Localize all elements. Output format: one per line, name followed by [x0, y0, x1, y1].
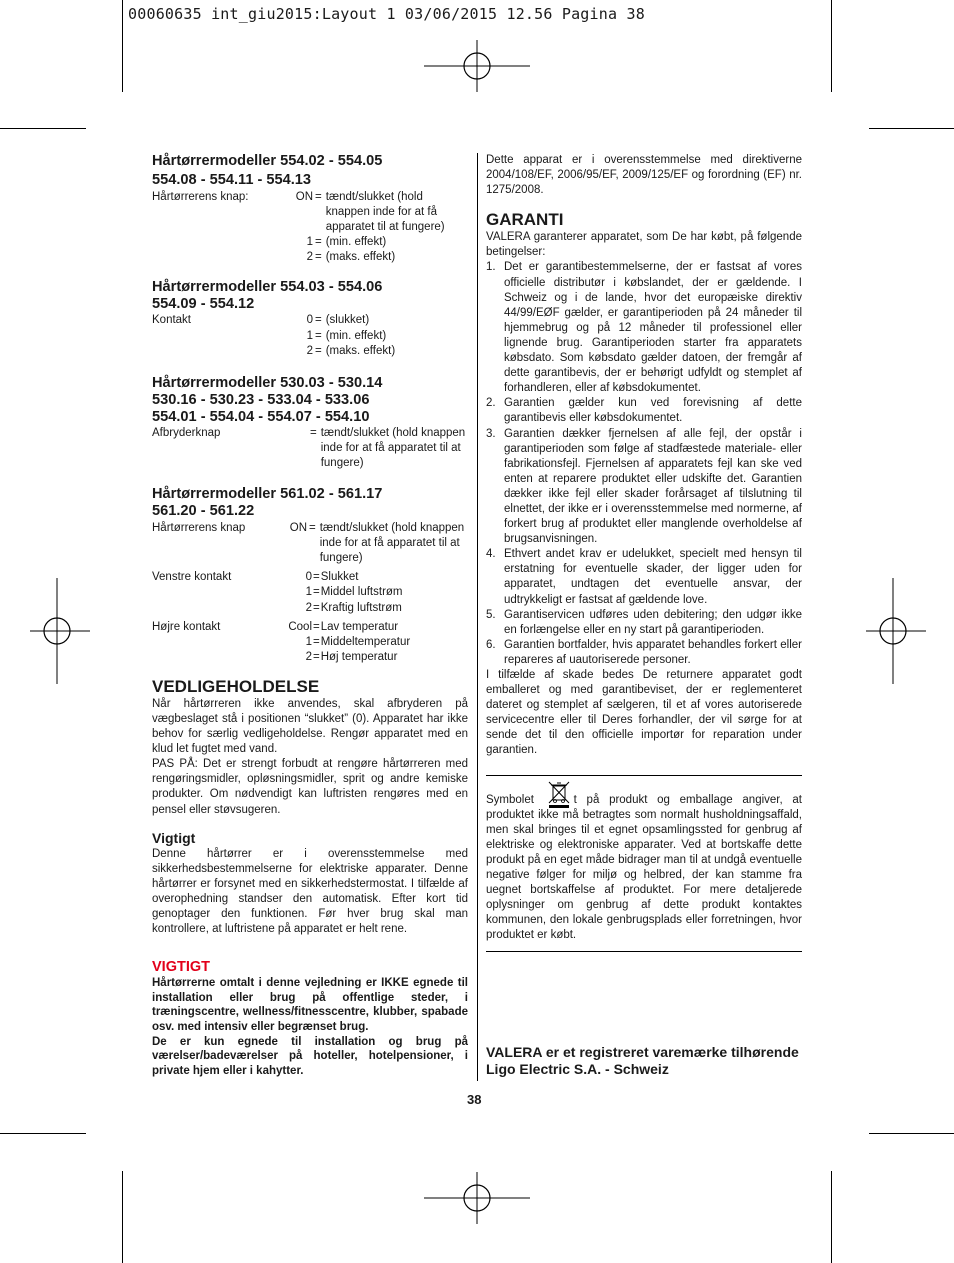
paragraph: Når hårtørreren ikke anvendes, skal afbryderen på vægbeslaget stå i positionen “slukket” (0). Apparatet har ikke behov for særlig vedligeholdelse. Rengør apparatet med en klud let fugtet med vand. [152, 697, 468, 756]
setting-row: 2 = Kraftig luftstrøm [286, 601, 468, 616]
switch-row [152, 190, 468, 265]
model-heading: Hårtørrermodeller 561.02 - 561.17 [152, 486, 383, 503]
registration-mark-top [424, 40, 530, 92]
page-number: 38 [467, 1092, 482, 1107]
switch-label: Hårtørrerens knap [152, 522, 246, 535]
left-column [152, 153, 468, 1078]
model-heading: 554.01 - 554.04 - 554.07 - 554.10 [152, 408, 370, 425]
switch-label: Kontakt [152, 314, 191, 327]
setting-desc: Kraftig luftstrøm [320, 601, 402, 614]
model-heading: Hårtørrermodeller 554.03 - 554.06 [152, 279, 383, 296]
registration-mark-bottom [424, 1172, 530, 1224]
setting-desc: tændt/slukket (hold knappen inde for at få apparatet til at fungere) [325, 191, 445, 234]
switch-label: Hårtørrerens knap: [152, 191, 249, 203]
setting-row: 2 = Høj temperatur [286, 650, 468, 665]
setting-code: 1 [305, 586, 312, 599]
setting-desc: Høj temperatur [320, 650, 398, 663]
setting-code: ON [289, 522, 307, 535]
setting-row: 1 = (min. effekt) [293, 235, 468, 250]
crop-mark [869, 1133, 954, 1134]
setting-desc: (maks. effekt) [325, 251, 396, 264]
setting-row: 1 = Middeltemperatur [286, 635, 468, 650]
setting-desc: Middeltemperatur [320, 635, 411, 648]
crop-mark [122, 1171, 123, 1263]
warning-section [152, 959, 468, 1078]
setting-row: ON = tændt/slukket (hold knappen inde for at få apparatet til at fungere) [287, 521, 468, 566]
setting-desc: Slukket [320, 571, 359, 584]
setting-desc: tændt/slukket (hold knappen inde for at få apparatet til at fungere) [319, 522, 465, 565]
setting-desc: (maks. effekt) [325, 344, 396, 357]
crop-mark [831, 1171, 832, 1263]
registration-mark-right [866, 578, 926, 684]
switch-row [152, 521, 468, 566]
guarantee-intro: VALERA garanterer apparatet, som De har købt, på følgende betingelser: [486, 231, 802, 259]
setting-code: 2 [305, 601, 312, 614]
setting-code: 0 [305, 571, 312, 584]
setting-row: = tændt/slukket (hold knappen inde for at få apparatet til at fungere) [308, 426, 468, 471]
warning-heading: VIGTIGT [152, 959, 210, 976]
setting-code: 2 [306, 251, 313, 264]
switch-row [152, 570, 468, 615]
model-heading: 554.08 - 554.11 - 554.13 [152, 172, 312, 188]
setting-code: ON [295, 191, 313, 203]
model-section-3 [152, 375, 468, 471]
setting-row: Cool = Lav temperatur [286, 620, 468, 635]
conformity-statement: Dette apparat er i overensstemmelse med direktiverne 2004/108/EF, 2006/95/EF, 2009/125/EF og forordning (EF) nr. 1275/2008. [486, 154, 802, 197]
model-section-1 [152, 153, 468, 265]
setting-code: 1 [306, 236, 313, 249]
trademark-notice [486, 1044, 802, 1078]
print-slug: 00060635 int_giu2015:Layout 1 03/06/2015 12.56 Pagina 38 [128, 5, 645, 23]
setting-code: 2 [305, 650, 312, 663]
model-section-2 [152, 279, 468, 358]
crop-mark [831, 0, 832, 92]
switch-row [152, 620, 468, 665]
divider-line [486, 775, 802, 776]
list-item: 1. Det er garantibestemmelserne, der er fastsat af vores officielle distributør i købslandet, der er gældende. I Schweiz og i de lande, hvor det europæiske direktiv 44/99/EØF gælder, er garantiperioden på 24 måneder til hjemmebrug og på 12 måneder til professionel eller lignende brug. Garantiperioden starter fra apparatets købsdato. Som købsdato gælder datoen, der fremgår af dette garantibevis, der er behørigt udfyldt og stemplet af forhandleren, eller af købsdokumentet. [486, 261, 802, 395]
crossed-bin-icon [546, 780, 572, 808]
crop-mark [0, 128, 86, 129]
crop-mark [0, 1133, 86, 1134]
setting-desc: (slukket) [325, 314, 370, 327]
setting-code: 1 [305, 635, 312, 648]
section-heading: VEDLIGEHOLDELSE [152, 676, 320, 696]
model-heading: 561.20 - 561.22 [152, 503, 255, 520]
divider-line [486, 951, 802, 952]
setting-row: ON = tændt/slukket (hold knappen inde for at få apparatet til at fungere) [293, 190, 468, 235]
switch-label: Venstre kontakt [152, 571, 232, 584]
maintenance-section [152, 677, 468, 818]
setting-code: 0 [306, 314, 313, 327]
setting-row: 0 = (slukket) [293, 313, 468, 328]
column-divider [477, 153, 478, 1081]
guarantee-list [486, 260, 802, 668]
paragraph: Denne hårtørrer er i overensstemmelse med sikkerhedsbestemmelserne for elektriske apparater. Denne hårtørrer er forsynet med en sikkerhedstermostat. I tilfælde af overophedning standser den automatisk. Efter kort tid genoptager den funktionen. Før hver brug skal man kontrollere, at luftristene på apparatet er helt rene. [152, 847, 468, 936]
setting-row: 1 = Middel luftstrøm [286, 585, 468, 600]
list-item: 4. Ethvert andet krav er udelukket, specielt med hensyn til erstatning for eventuelle skader, der ligger uden for apparatet, undtagen det eventuelle ansvar, der udtrykkeligt er fastsat af gældende love. [486, 548, 802, 606]
setting-row: 0 = Slukket [286, 570, 468, 585]
setting-code: 1 [306, 329, 313, 342]
paragraph: PAS PÅ: Det er strengt forbudt at rengøre hårtørreren med rengøringsmidler, opløsningsmidler, sprit og andre kemiske produkter. Om nødvendigt kan luftristen rengøres med en pensel eller støvsugeren. [152, 758, 468, 816]
setting-desc: tændt/slukket (hold knappen inde for at få apparatet til at fungere) [320, 426, 466, 469]
switch-row [152, 426, 468, 471]
setting-desc: Middel luftstrøm [320, 586, 403, 599]
model-heading: 554.09 - 554.12 [152, 296, 255, 313]
switch-label: Højre kontakt [152, 620, 221, 633]
important-section [152, 830, 468, 938]
switch-label: Afbryderknap [152, 426, 221, 439]
switch-row [152, 313, 468, 358]
section-heading: Vigtigt [152, 829, 196, 846]
right-column [486, 153, 802, 1078]
model-heading: Hårtørrermodeller 554.02 - 554.05 [152, 153, 383, 169]
crop-mark [869, 128, 954, 129]
setting-row: 1 = (min. effekt) [293, 329, 468, 344]
guarantee-heading: GARANTI [486, 210, 564, 230]
setting-code: 2 [306, 344, 313, 357]
model-section-4 [152, 486, 468, 665]
warning-paragraph: Hårtørrerne omtalt i denne vejledning er IKKE egnede til installation eller brug på offentlige steder, i træningscentre, wellness/fitnesscentre, klubber, spabade osv. med intensiv eller begrænset brug. [152, 977, 468, 1033]
crop-mark [122, 0, 123, 92]
model-heading: Hårtørrermodeller 530.03 - 530.14 [152, 374, 383, 391]
list-item: 3. Garantien dækker fjernelsen af alle fejl, der opstår i garantiperioden som følge af stadfæstede materiale- eller fabrikationsfejl. Fjernelsen af apparatets fejl kan ske ved enten at reparere produktet eller udskifte det. Garantien dækker ikke fejl eller skader forårsaget af tilslutning til elnettet, der ikke er i overensstemmelse med normerne, af forkert brug af produktet eller manglende overholdelse af brugsanvisningen. [486, 427, 802, 546]
trademark-line: VALERA er et registreret varemærke tilhørende [486, 1044, 799, 1061]
setting-desc: (min. effekt) [325, 236, 387, 249]
list-item: 5. Garantiservicen udføres uden debitering; den udgør ikke en forlængelse eller en ny start på garantiperioden. [486, 608, 802, 636]
weee-paragraph: Symbolet t på produkt og emballage angiver, at produktet ikke må betragtes som normalt husholdningsaffald, men skal bringes til et egnet opsamlingssted for genbrug af elektriske og elektroniske apparater. Ved at bortskaffe dette produkt på en eget måde bidrager man til at undgå eventuelle negative følger for miljø og helbred, der kan stamme fra uegnet bortskaffelse af produktet. For mere detaljerede oplysninger om genbrug af dette produkt kontaktes kommunen, den lokale genbrugsplads eller forretningen, hvor produktet er købt. [486, 780, 802, 944]
setting-desc: (min. effekt) [325, 329, 387, 342]
setting-row: 2 = (maks. effekt) [293, 344, 468, 359]
setting-code: Cool [288, 620, 312, 633]
setting-desc: Lav temperatur [320, 620, 399, 633]
list-item: 2. Garantien gælder kun ved forevisning af dette garantibevis eller købsdokumentet. [486, 397, 802, 425]
list-item: 6. Garantien bortfalder, hvis apparatet behandles forkert eller repareres af uautoriserede personer. [486, 638, 802, 666]
model-heading: 530.16 - 530.23 - 533.04 - 533.06 [152, 391, 370, 408]
setting-row: 2 = (maks. effekt) [293, 250, 468, 265]
warning-paragraph: De er kun egnede til installation og brug på værelser/badeværelser på hoteller, hotelpensioner, i private hjem eller i kahytter. [152, 1035, 468, 1077]
trademark-line: Ligo Electric S.A. - Schweiz [486, 1061, 669, 1078]
damage-paragraph: I tilfælde af skade bedes De returnere apparatet godt emballeret og med garantibeviset, der er reglementeret dateret og stemplet af sælgeren, til et af vores autoriserede servicecentre eller til Deres forhandler, der vil sørge for at sende det til den officielle importør for reparation under garantien. [486, 669, 802, 757]
registration-mark-left [30, 578, 90, 684]
